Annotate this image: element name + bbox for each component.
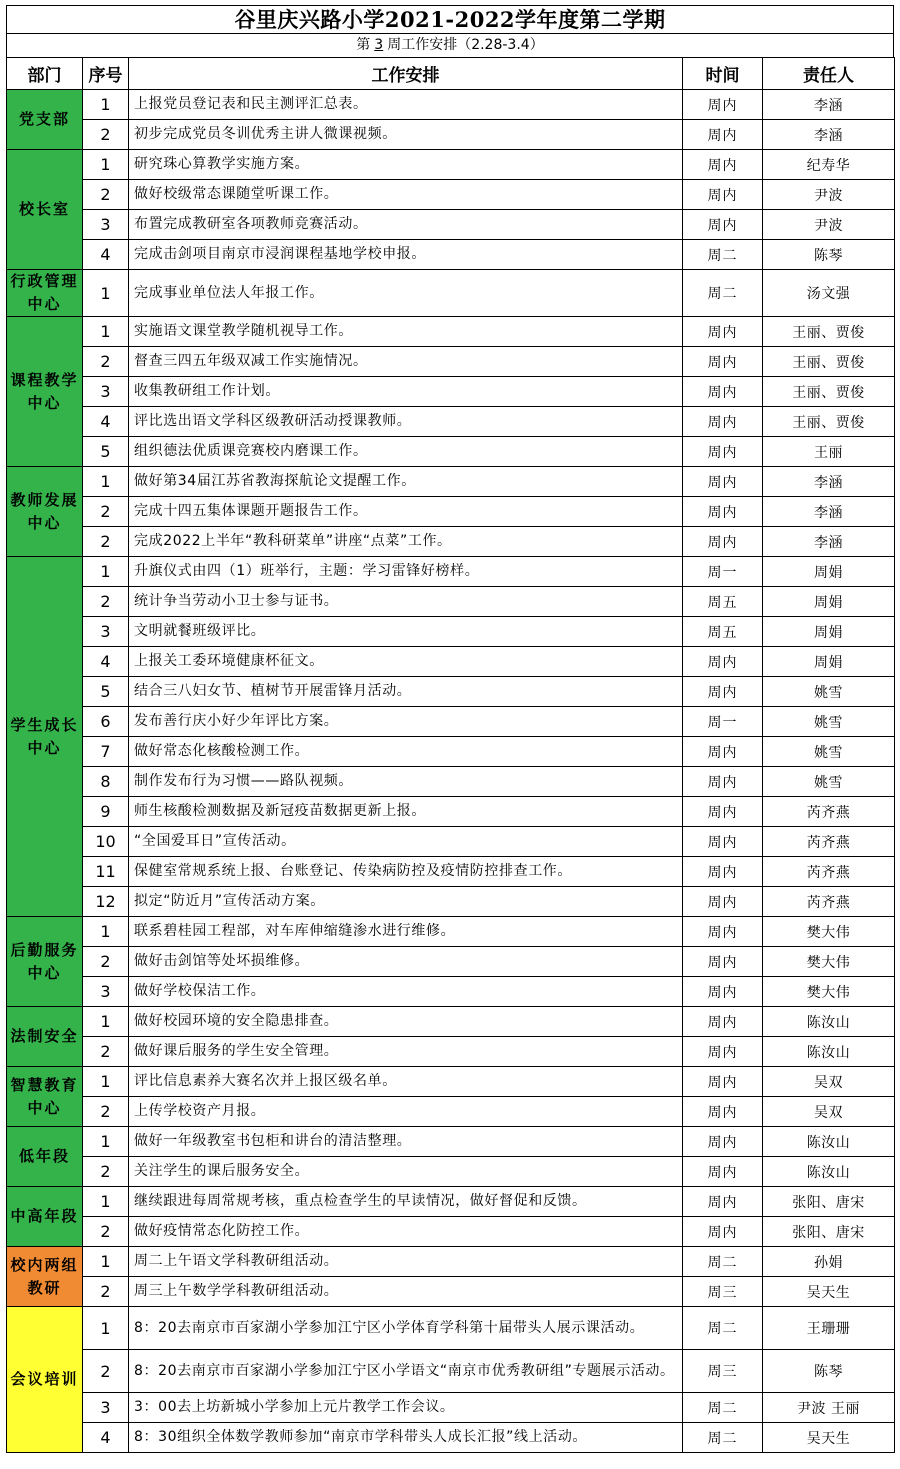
table-row: [7, 120, 895, 150]
seq-cell: 2: [83, 180, 129, 210]
seq-cell: 2: [83, 1217, 129, 1247]
person-cell: 吴双: [763, 1097, 895, 1127]
dept-cell: 学生成长中心: [7, 557, 83, 917]
dept-cell: 校内两组教研: [7, 1247, 83, 1307]
task-cell: 做好一年级教室书包柜和讲台的清洁整理。: [129, 1127, 683, 1157]
task-cell: 结合三八妇女节、植树节开展雷锋月活动。: [129, 677, 683, 707]
person-cell: 王珊珊: [763, 1307, 895, 1350]
table-row: [7, 767, 895, 797]
person-cell: 姚雪: [763, 737, 895, 767]
table-row: [7, 1277, 895, 1307]
seq-cell: 1: [83, 467, 129, 497]
person-cell: 周娟: [763, 587, 895, 617]
table-row: [7, 827, 895, 857]
person-cell: 芮齐燕: [763, 797, 895, 827]
seq-cell: 2: [83, 587, 129, 617]
table-row: [7, 180, 895, 210]
seq-cell: 1: [83, 1067, 129, 1097]
time-cell: 周内: [683, 947, 763, 977]
time-cell: 周内: [683, 407, 763, 437]
seq-cell: 11: [83, 857, 129, 887]
dept-cell: 党支部: [7, 90, 83, 150]
dept-cell: 后勤服务中心: [7, 917, 83, 1007]
seq-cell: 12: [83, 887, 129, 917]
seq-cell: 4: [83, 1423, 129, 1453]
person-cell: 王丽、贾俊: [763, 377, 895, 407]
time-cell: 周二: [683, 1423, 763, 1453]
table-row: [7, 1007, 895, 1037]
person-cell: 周娟: [763, 647, 895, 677]
time-cell: 周五: [683, 587, 763, 617]
table-row: [7, 677, 895, 707]
table-row: [7, 1393, 895, 1423]
person-cell: 樊大伟: [763, 947, 895, 977]
time-cell: 周内: [683, 857, 763, 887]
time-cell: 周内: [683, 1067, 763, 1097]
header-person: 责任人: [763, 58, 895, 90]
seq-cell: 6: [83, 707, 129, 737]
task-cell: 评比选出语文学科区级教研活动授课教师。: [129, 407, 683, 437]
time-cell: 周内: [683, 977, 763, 1007]
schedule-table: [6, 57, 895, 1453]
person-cell: 姚雪: [763, 677, 895, 707]
task-cell: 做好疫情常态化防控工作。: [129, 1217, 683, 1247]
person-cell: 尹波: [763, 180, 895, 210]
table-row: [7, 587, 895, 617]
seq-cell: 2: [83, 1350, 129, 1393]
time-cell: 周三: [683, 1350, 763, 1393]
task-cell: 做好常态化核酸检测工作。: [129, 737, 683, 767]
table-row: [7, 1247, 895, 1277]
task-cell: 上报党员登记表和民主测评汇总表。: [129, 90, 683, 120]
task-cell: 做好校园环境的安全隐患排查。: [129, 1007, 683, 1037]
person-cell: 王丽: [763, 437, 895, 467]
table-row: [7, 1127, 895, 1157]
time-cell: 周内: [683, 827, 763, 857]
dept-cell: 法制安全: [7, 1007, 83, 1067]
table-row: [7, 797, 895, 827]
task-cell: 上传学校资产月报。: [129, 1097, 683, 1127]
table-row: [7, 1037, 895, 1067]
task-cell: 统计争当劳动小卫士参与证书。: [129, 587, 683, 617]
table-row: [7, 270, 895, 317]
task-cell: 继续跟进每周常规考核，重点检查学生的早读情况，做好督促和反馈。: [129, 1187, 683, 1217]
dept-cell: 智慧教育中心: [7, 1067, 83, 1127]
table-row: [7, 527, 895, 557]
person-cell: 王丽、贾俊: [763, 407, 895, 437]
person-cell: 李涵: [763, 467, 895, 497]
seq-cell: 1: [83, 1247, 129, 1277]
time-cell: 周内: [683, 437, 763, 467]
time-cell: 周内: [683, 1037, 763, 1067]
task-cell: 评比信息素养大赛名次并上报区级名单。: [129, 1067, 683, 1097]
person-cell: 孙娟: [763, 1247, 895, 1277]
seq-cell: 4: [83, 647, 129, 677]
schedule-body: [7, 90, 895, 1453]
table-row: [7, 1097, 895, 1127]
seq-cell: 2: [83, 1097, 129, 1127]
person-cell: 纪寿华: [763, 150, 895, 180]
seq-cell: 2: [83, 947, 129, 977]
table-row: [7, 947, 895, 977]
time-cell: 周二: [683, 1393, 763, 1423]
person-cell: 芮齐燕: [763, 887, 895, 917]
seq-cell: 3: [83, 1393, 129, 1423]
seq-cell: 2: [83, 347, 129, 377]
task-cell: 联系碧桂园工程部，对车库伸缩缝渗水进行维修。: [129, 917, 683, 947]
task-cell: 做好击剑馆等处坏损维修。: [129, 947, 683, 977]
task-cell: 8：20去南京市百家湖小学参加江宁区小学语文“南京市优秀教研组”专题展示活动。: [129, 1350, 683, 1393]
dept-cell: 行政管理中心: [7, 270, 83, 317]
seq-cell: 3: [83, 377, 129, 407]
person-cell: 李涵: [763, 497, 895, 527]
subtitle-prefix: 第: [356, 37, 371, 53]
seq-cell: 1: [83, 90, 129, 120]
seq-cell: 7: [83, 737, 129, 767]
seq-cell: 2: [83, 1037, 129, 1067]
header-seq: 序号: [83, 58, 129, 90]
person-cell: 吴天生: [763, 1277, 895, 1307]
seq-cell: 4: [83, 407, 129, 437]
time-cell: 周内: [683, 677, 763, 707]
header-row: [7, 58, 895, 90]
person-cell: 陈汝山: [763, 1007, 895, 1037]
table-row: [7, 407, 895, 437]
person-cell: 陈汝山: [763, 1037, 895, 1067]
task-cell: 完成事业单位法人年报工作。: [129, 270, 683, 317]
seq-cell: 1: [83, 1307, 129, 1350]
task-cell: 做好学校保洁工作。: [129, 977, 683, 1007]
table-row: [7, 647, 895, 677]
person-cell: 陈琴: [763, 1350, 895, 1393]
task-cell: 督查三四五年级双减工作实施情况。: [129, 347, 683, 377]
page-title: 谷里庆兴路小学2021-2022学年度第二学期: [6, 5, 894, 33]
seq-cell: 4: [83, 240, 129, 270]
person-cell: 张阳、唐宋: [763, 1187, 895, 1217]
table-row: [7, 707, 895, 737]
table-row: [7, 1067, 895, 1097]
task-cell: 初步完成党员冬训优秀主讲人微课视频。: [129, 120, 683, 150]
person-cell: 周娟: [763, 557, 895, 587]
time-cell: 周二: [683, 1307, 763, 1350]
time-cell: 周内: [683, 767, 763, 797]
task-cell: 制作发布行为习惯——路队视频。: [129, 767, 683, 797]
time-cell: 周内: [683, 347, 763, 377]
dept-cell: 低年段: [7, 1127, 83, 1187]
worksheet: [6, 5, 894, 1453]
task-cell: 研究珠心算教学实施方案。: [129, 150, 683, 180]
table-row: [7, 90, 895, 120]
time-cell: 周二: [683, 240, 763, 270]
table-row: [7, 1157, 895, 1187]
seq-cell: 1: [83, 557, 129, 587]
table-row: [7, 557, 895, 587]
task-cell: 8：20去南京市百家湖小学参加江宁区小学体育学科第十届带头人展示课活动。: [129, 1307, 683, 1350]
table-row: [7, 210, 895, 240]
dept-cell: 教师发展中心: [7, 467, 83, 557]
person-cell: 芮齐燕: [763, 827, 895, 857]
table-row: [7, 317, 895, 347]
time-cell: 周内: [683, 1187, 763, 1217]
seq-cell: 1: [83, 1187, 129, 1217]
person-cell: 李涵: [763, 90, 895, 120]
task-cell: 做好课后服务的学生安全管理。: [129, 1037, 683, 1067]
seq-cell: 3: [83, 617, 129, 647]
seq-cell: 8: [83, 767, 129, 797]
task-cell: 上报关工委环境健康杯征文。: [129, 647, 683, 677]
table-row: [7, 150, 895, 180]
time-cell: 周内: [683, 1157, 763, 1187]
person-cell: 芮齐燕: [763, 857, 895, 887]
seq-cell: 2: [83, 1277, 129, 1307]
person-cell: 汤文强: [763, 270, 895, 317]
task-cell: 周二上午语文学科教研组活动。: [129, 1247, 683, 1277]
seq-cell: 2: [83, 527, 129, 557]
table-row: [7, 377, 895, 407]
seq-cell: 3: [83, 210, 129, 240]
time-cell: 周内: [683, 467, 763, 497]
task-cell: 做好校级常态课随堂听课工作。: [129, 180, 683, 210]
week-number: 3: [374, 37, 384, 53]
task-cell: 升旗仪式由四（1）班举行，主题：学习雷锋好榜样。: [129, 557, 683, 587]
week-subtitle: [6, 33, 894, 57]
dept-cell: 课程教学中心: [7, 317, 83, 467]
table-row: [7, 1217, 895, 1247]
time-cell: 周一: [683, 557, 763, 587]
person-cell: 吴天生: [763, 1423, 895, 1453]
seq-cell: 2: [83, 1157, 129, 1187]
time-cell: 周内: [683, 1127, 763, 1157]
time-cell: 周内: [683, 797, 763, 827]
person-cell: 樊大伟: [763, 917, 895, 947]
task-cell: 收集教研组工作计划。: [129, 377, 683, 407]
time-cell: 周内: [683, 90, 763, 120]
person-cell: 尹波 王丽: [763, 1393, 895, 1423]
task-cell: 组织德法优质课竞赛校内磨课工作。: [129, 437, 683, 467]
table-row: [7, 497, 895, 527]
task-cell: 文明就餐班级评比。: [129, 617, 683, 647]
time-cell: 周内: [683, 527, 763, 557]
person-cell: 姚雪: [763, 707, 895, 737]
time-cell: 周内: [683, 210, 763, 240]
seq-cell: 5: [83, 677, 129, 707]
header-task: 工作安排: [129, 58, 683, 90]
task-cell: 完成2022上半年“教科研菜单”讲座“点菜”工作。: [129, 527, 683, 557]
task-cell: 完成击剑项目南京市浸润课程基地学校申报。: [129, 240, 683, 270]
dept-cell: 中高年段: [7, 1187, 83, 1247]
time-cell: 周五: [683, 617, 763, 647]
table-row: [7, 737, 895, 767]
time-cell: 周二: [683, 1247, 763, 1277]
person-cell: 樊大伟: [763, 977, 895, 1007]
table-row: [7, 1350, 895, 1393]
task-cell: 发布善行庆小好少年评比方案。: [129, 707, 683, 737]
person-cell: 陈汝山: [763, 1157, 895, 1187]
time-cell: 周内: [683, 150, 763, 180]
time-cell: 周内: [683, 497, 763, 527]
person-cell: 李涵: [763, 120, 895, 150]
person-cell: 姚雪: [763, 767, 895, 797]
subtitle-suffix: 周工作安排（2.28-3.4）: [387, 37, 544, 53]
time-cell: 周内: [683, 887, 763, 917]
table-row: [7, 977, 895, 1007]
time-cell: 周内: [683, 1007, 763, 1037]
person-cell: 王丽、贾俊: [763, 347, 895, 377]
task-cell: 布置完成教研室各项教师竞赛活动。: [129, 210, 683, 240]
time-cell: 周三: [683, 1277, 763, 1307]
seq-cell: 9: [83, 797, 129, 827]
time-cell: 周内: [683, 120, 763, 150]
seq-cell: 1: [83, 917, 129, 947]
time-cell: 周内: [683, 1097, 763, 1127]
person-cell: 陈汝山: [763, 1127, 895, 1157]
dept-cell: 校长室: [7, 150, 83, 270]
task-cell: 拟定“防近月”宣传活动方案。: [129, 887, 683, 917]
seq-cell: 1: [83, 150, 129, 180]
seq-cell: 2: [83, 497, 129, 527]
seq-cell: 1: [83, 1007, 129, 1037]
header-time: 时间: [683, 58, 763, 90]
task-cell: 实施语文课堂教学随机视导工作。: [129, 317, 683, 347]
table-row: [7, 437, 895, 467]
person-cell: 尹波: [763, 210, 895, 240]
seq-cell: 2: [83, 120, 129, 150]
task-cell: 做好第34届江苏省教海探航论文提醒工作。: [129, 467, 683, 497]
person-cell: 吴双: [763, 1067, 895, 1097]
header-dept: 部门: [7, 58, 83, 90]
task-cell: 完成十四五集体课题开题报告工作。: [129, 497, 683, 527]
time-cell: 周内: [683, 317, 763, 347]
time-cell: 周一: [683, 707, 763, 737]
seq-cell: 1: [83, 317, 129, 347]
person-cell: 李涵: [763, 527, 895, 557]
time-cell: 周内: [683, 917, 763, 947]
person-cell: 王丽、贾俊: [763, 317, 895, 347]
task-cell: 关注学生的课后服务安全。: [129, 1157, 683, 1187]
time-cell: 周内: [683, 1217, 763, 1247]
time-cell: 周二: [683, 270, 763, 317]
task-cell: 保健室常规系统上报、台账登记、传染病防控及疫情防控排查工作。: [129, 857, 683, 887]
table-row: [7, 617, 895, 647]
task-cell: 8：30组织全体数学教师参加“南京市学科带头人成长汇报”线上活动。: [129, 1423, 683, 1453]
table-row: [7, 917, 895, 947]
task-cell: 师生核酸检测数据及新冠疫苗数据更新上报。: [129, 797, 683, 827]
table-row: [7, 1307, 895, 1350]
table-row: [7, 240, 895, 270]
table-row: [7, 467, 895, 497]
task-cell: “全国爱耳日”宣传活动。: [129, 827, 683, 857]
seq-cell: 3: [83, 977, 129, 1007]
task-cell: 3：00去上坊新城小学参加上元片教学工作会议。: [129, 1393, 683, 1423]
dept-cell: 会议培训: [7, 1307, 83, 1453]
person-cell: 周娟: [763, 617, 895, 647]
time-cell: 周内: [683, 180, 763, 210]
task-cell: 周三上午数学学科教研组活动。: [129, 1277, 683, 1307]
table-row: [7, 887, 895, 917]
person-cell: 陈琴: [763, 240, 895, 270]
seq-cell: 1: [83, 270, 129, 317]
person-cell: 张阳、唐宋: [763, 1217, 895, 1247]
table-row: [7, 347, 895, 377]
table-row: [7, 1423, 895, 1453]
time-cell: 周内: [683, 737, 763, 767]
seq-cell: 1: [83, 1127, 129, 1157]
table-row: [7, 1187, 895, 1217]
time-cell: 周内: [683, 377, 763, 407]
seq-cell: 5: [83, 437, 129, 467]
seq-cell: 10: [83, 827, 129, 857]
table-row: [7, 857, 895, 887]
time-cell: 周内: [683, 647, 763, 677]
